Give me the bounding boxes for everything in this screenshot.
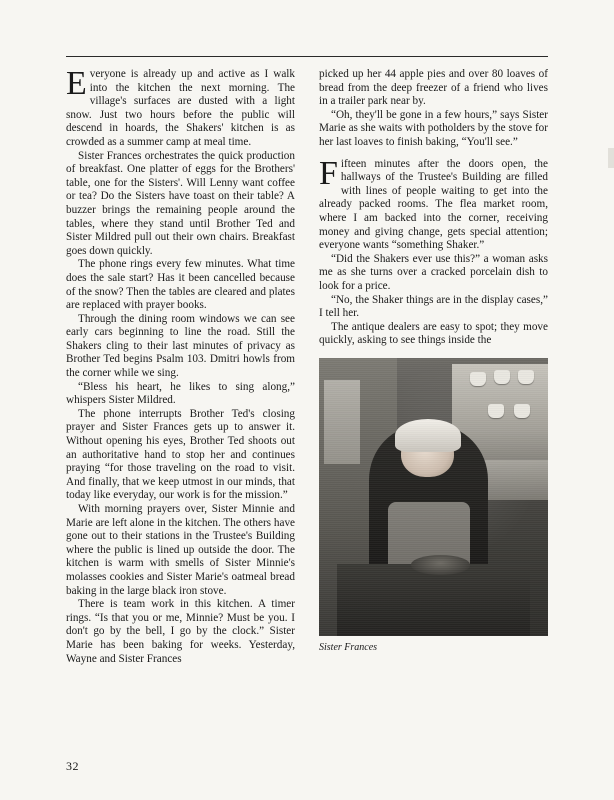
photo-cup	[514, 404, 530, 418]
drop-cap-letter: F	[319, 154, 338, 192]
page-edge-mark	[608, 148, 614, 168]
photo-person-hair	[395, 419, 461, 452]
paragraph: The antique dealers are easy to spot; they move quickly, asking to see things inside the	[319, 320, 548, 347]
photo-cup	[494, 370, 510, 384]
drop-cap-letter: E	[66, 65, 87, 102]
paragraph: There is team work in this kitchen. A timer rings. “Is that you or me, Minnie? Must be you. I don't go by the bell, I go by the clock.” Sister Marie has been baking for weeks. Yesterday, Wayne and Sister Frances	[66, 598, 295, 665]
paragraph-with-dropcap	[66, 65, 295, 150]
paragraph: Sister Frances orchestrates the quick production of breakfast. One platter of eggs for the Brothers' table, one for the Sisters'. Will Lenny want coffee or tea? Do the Sisters have toast on their table? A buzzer brings the remaining people around the tables, where they stand until Brother Ted and Sister Mildred pull out their own chairs. Breakfast goes down quickly.	[66, 149, 295, 257]
paragraph: The phone rings every few minutes. What time does the sale start? Has it been cancelled because of the snow? Then the tables are cleared and plates are replaced with prayer books.	[66, 258, 295, 312]
photo-caption: Sister Frances	[319, 641, 378, 653]
paragraph-with-dropcap	[319, 154, 548, 253]
paragraph: With morning prayers over, Sister Minnie and Marie are left alone in the kitchen. The others have gone out to their stations in the Trustee's Building where the public is lined up outside the door. The kitchen is warm with smells of Sister Minnie's molasses cookies and Sister Marie's oatmeal bread baking in the large black iron stove.	[66, 503, 295, 597]
left-column	[66, 65, 295, 666]
paragraph-text: veryone is already up and active as I walk into the kitchen the next morning. The village's surfaces are dusted with a light snow. Just two hours before the public will descend in hoards, the Shakers' kitchen is as crowded as a summer camp at meal time.	[66, 68, 295, 148]
photograph	[319, 358, 548, 636]
right-column	[319, 68, 548, 666]
two-column-body	[66, 65, 548, 666]
photo-cup	[488, 404, 504, 418]
page-number: 32	[66, 759, 79, 773]
paragraph: picked up her 44 apple pies and over 80 loaves of bread from the deep freezer of a friend who lives in a trailer park near by.	[319, 68, 548, 108]
paragraph: “No, the Shaker things are in the display cases,” I tell her.	[319, 293, 548, 320]
photo-cup	[470, 372, 486, 386]
paragraph: The phone interrupts Brother Ted's closing prayer and Sister Frances gets up to answer it. Without opening his eyes, Brother Ted shoots out an authoritative hand to stop her and continues praying “for those traveling on the road to visit. And finally, that we keep utmost in our minds, that today like everyday, our work is for the mission.”	[66, 407, 295, 502]
header-rule	[66, 56, 548, 57]
paragraph: “Oh, they'll be gone in a few hours,” says Sister Marie as she waits with potholders by the stove for her last loaves to finish baking, “You'll see.”	[319, 108, 548, 148]
photo-cup	[518, 370, 534, 384]
paragraph: “Bless his heart, he likes to sing along,” whispers Sister Mildred.	[66, 380, 295, 407]
paragraph-text: ifteen minutes after the doors open, the hallways of the Trustee's Building are filled with lines of people waiting to get into the already packed rooms. The flea market room, where I am backed into the corner, receiving money and giving change, gets special attention; everyone wants “something Shaker.”	[319, 157, 548, 252]
paragraph: “Did the Shakers ever use this?” a woman asks me as she turns over a cracked porcelain dish to look for a price.	[319, 252, 548, 292]
paragraph: Through the dining room windows we can see early cars beginning to line the road. Still the Shakers cling to their last minutes of privacy as Brother Ted begins Psalm 103. Dmitri howls from the corner while we sing.	[66, 312, 295, 380]
photo-pan	[411, 555, 471, 574]
photo-window	[324, 380, 361, 463]
